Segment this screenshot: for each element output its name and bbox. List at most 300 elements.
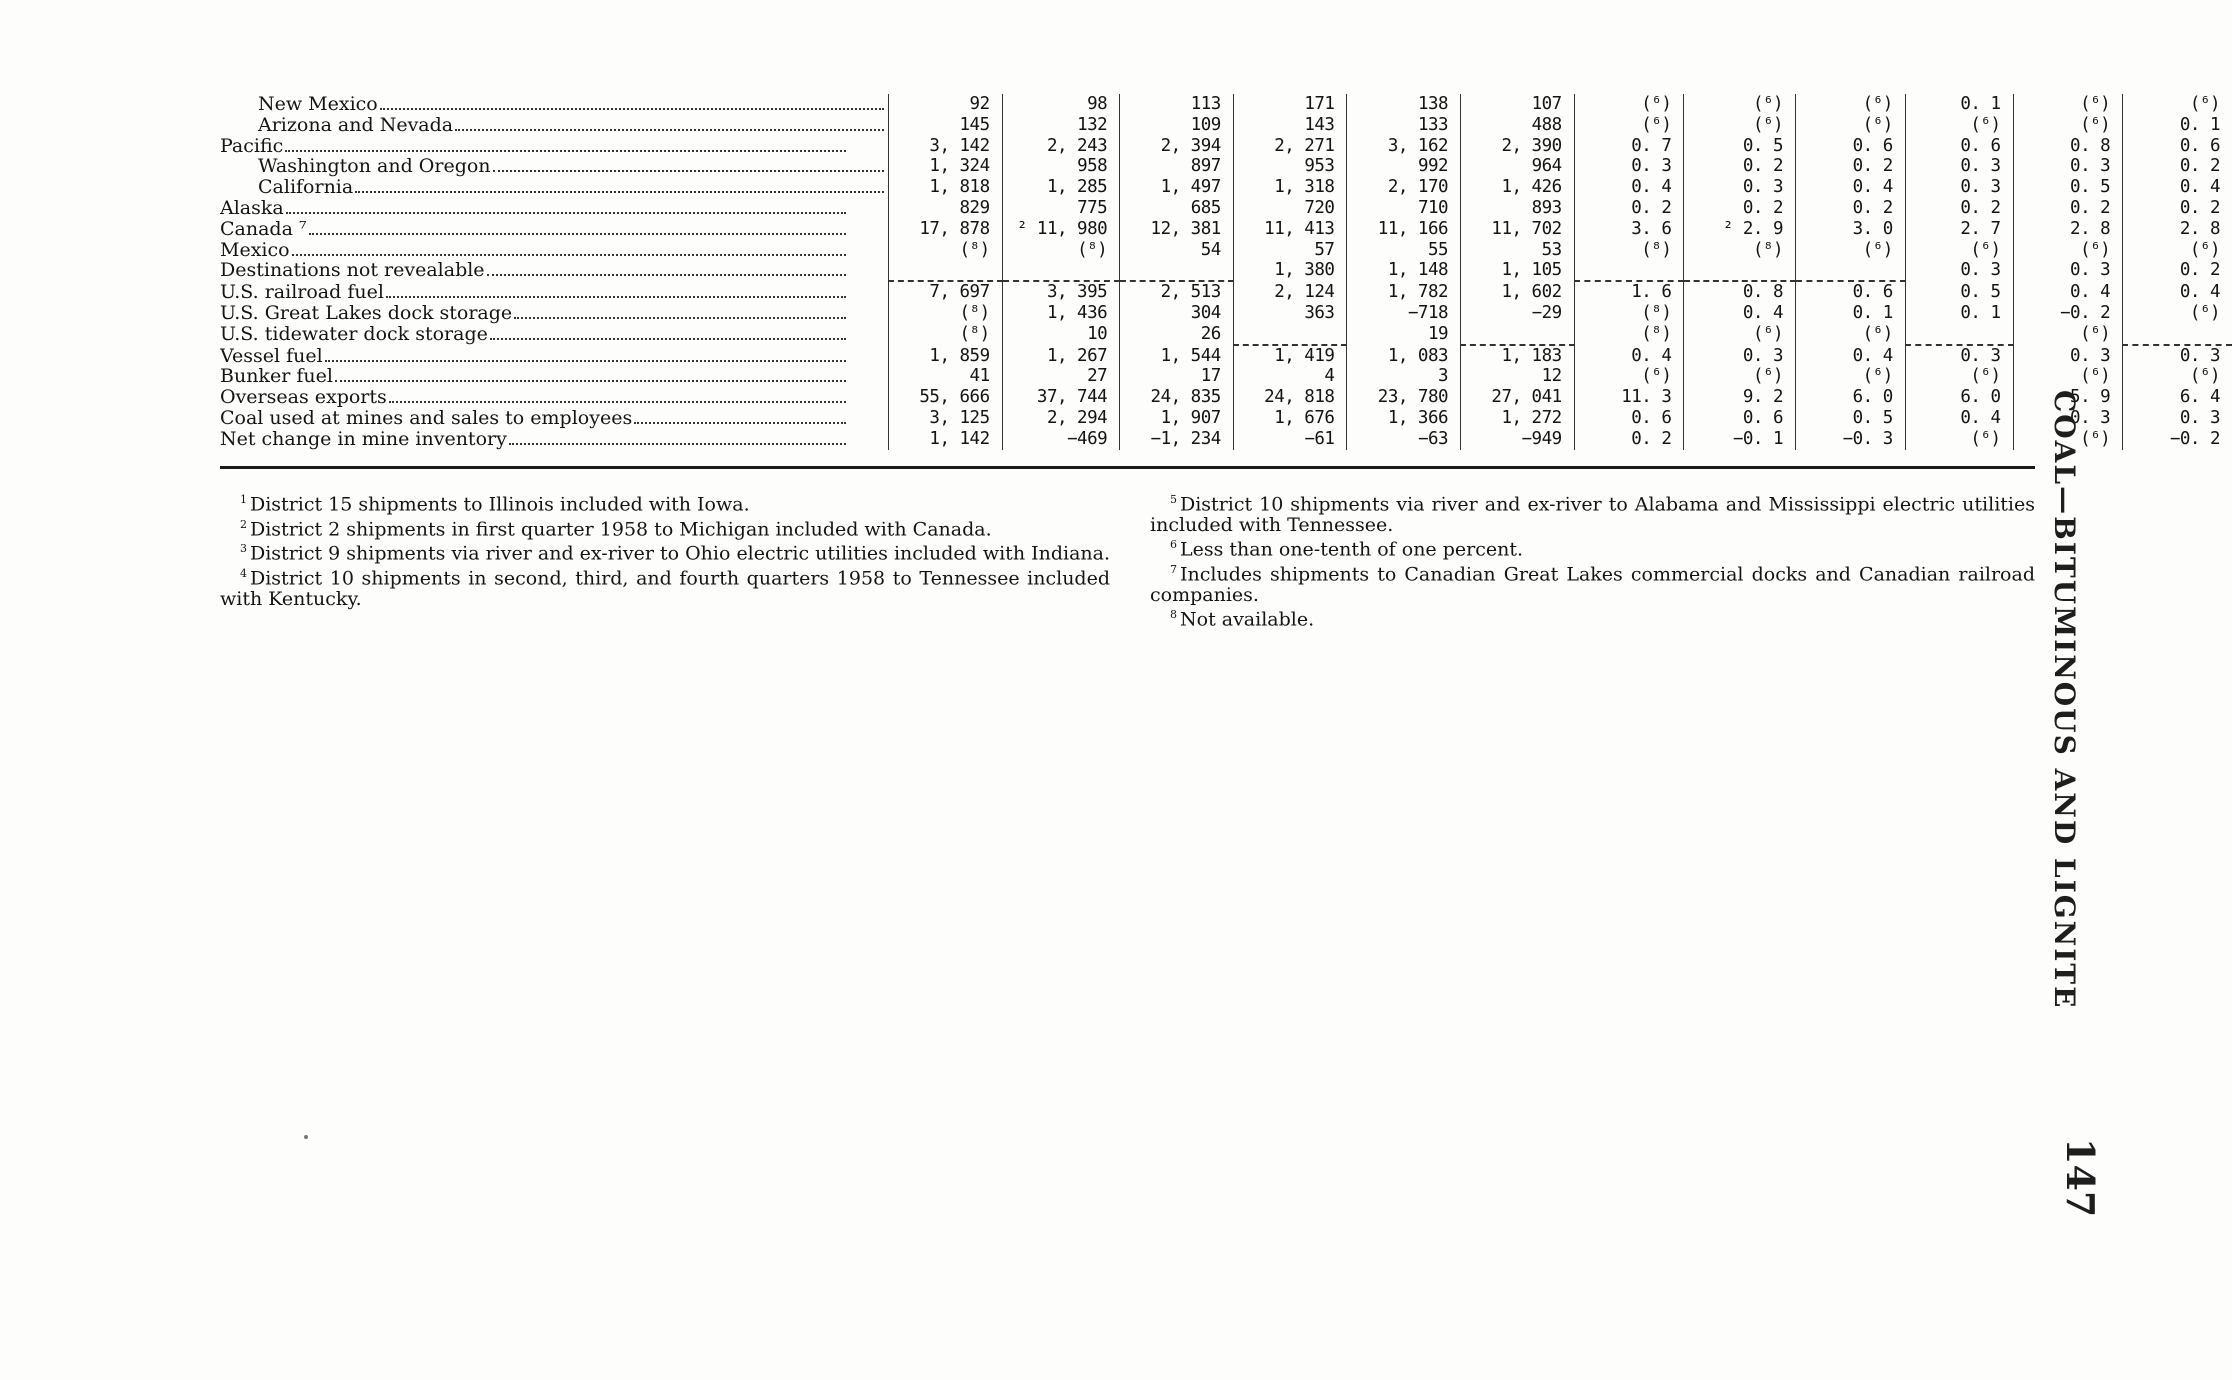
- table-cell: 2, 271: [1233, 136, 1347, 157]
- table-cell: 964: [1461, 156, 1575, 177]
- dot-leader: [455, 129, 884, 131]
- table-cell: 1, 105: [1461, 260, 1575, 281]
- footnote-text: Not available.: [1180, 608, 1315, 631]
- dot-leader: [285, 150, 846, 152]
- row-label: Net change in mine inventory: [220, 428, 507, 450]
- table-cell: 0. 6: [1905, 136, 2013, 157]
- table-cell: 1, 907: [1120, 408, 1234, 429]
- dot-leader: [493, 170, 884, 172]
- footnote: [220, 515, 1110, 540]
- table-row: [220, 177, 2232, 198]
- table-cell: 1, 602: [1461, 281, 1575, 303]
- table-cell: 27: [1002, 366, 1120, 387]
- table-cell: 0. 6: [1796, 281, 1906, 303]
- table-cell: 11, 166: [1347, 219, 1461, 240]
- table-cell: (⁶): [2013, 94, 2123, 115]
- table-cell: 2, 390: [1461, 136, 1575, 157]
- footnote-text: District 9 shipments via river and ex-river to Ohio electric utilities included with Indiana.: [250, 542, 1111, 565]
- table-cell: (⁶): [1684, 324, 1796, 345]
- row-label-cell: [220, 156, 889, 177]
- table-cell: (⁶): [2013, 115, 2123, 136]
- table-cell: 0. 2: [1796, 156, 1906, 177]
- table-cell: 2, 294: [1002, 408, 1120, 429]
- table-cell: 0. 3: [2013, 408, 2123, 429]
- row-label-cell: [220, 387, 889, 408]
- table-cell: 893: [1461, 198, 1575, 219]
- table-cell: 0. 2: [1684, 156, 1796, 177]
- footnote-mark: 1: [240, 493, 247, 506]
- row-label: Vessel fuel: [220, 345, 323, 367]
- dot-leader: [514, 317, 846, 319]
- table-cell: 2, 170: [1347, 177, 1461, 198]
- table-cell: 24, 818: [1233, 387, 1347, 408]
- table-cell: (⁶): [2013, 240, 2123, 261]
- footnote: [1150, 560, 2035, 605]
- footnote-text: District 10 shipments via river and ex-river to Alabama and Mississippi electric utilities included with Tennessee.: [1150, 493, 2035, 536]
- table-cell: −0. 1: [1684, 429, 1796, 450]
- table-row: [220, 156, 2232, 177]
- table-cell: 145: [889, 115, 1003, 136]
- table-cell: 107: [1461, 94, 1575, 115]
- table-cell: (⁶): [1796, 115, 1906, 136]
- footnote: [220, 490, 1110, 515]
- table-cell: 133: [1347, 115, 1461, 136]
- table-cell: −0. 2: [2013, 303, 2123, 324]
- table-cell: 12: [1461, 366, 1575, 387]
- table-cell: 0. 3: [2013, 156, 2123, 177]
- footnotes-left-column: [220, 490, 1110, 609]
- table-cell: (⁶): [1905, 240, 2013, 261]
- table-cell: 53: [1461, 240, 1575, 261]
- table-cell: −0. 2: [2123, 429, 2232, 450]
- table-cell: 0. 4: [1574, 177, 1684, 198]
- dot-leader: [389, 401, 846, 403]
- footnote-text: District 15 shipments to Illinois included with Iowa.: [250, 493, 750, 516]
- table-cell: 2, 513: [1120, 281, 1234, 303]
- table-cell: (⁶): [1905, 429, 2013, 450]
- table-row: [220, 408, 2232, 429]
- table-cell: 10: [1002, 324, 1120, 345]
- dot-leader: [380, 108, 884, 110]
- footnote-mark: 2: [240, 517, 247, 531]
- footnote: [220, 539, 1110, 564]
- table-cell: [1120, 260, 1234, 281]
- table-cell: 6. 0: [1905, 387, 2013, 408]
- table-cell: 0. 5: [2013, 177, 2123, 198]
- table-cell: 26: [1120, 324, 1234, 345]
- row-label: Mexico: [220, 239, 290, 261]
- table-cell: 0. 3: [1905, 156, 2013, 177]
- table-cell: −0. 3: [1796, 429, 1906, 450]
- table-cell: 3, 142: [889, 136, 1003, 157]
- table-cell: 953: [1233, 156, 1347, 177]
- table-cell: 2. 8: [2123, 219, 2232, 240]
- row-label: Arizona and Nevada: [258, 114, 454, 136]
- table-cell: (⁶): [2123, 366, 2232, 387]
- table-cell: [1796, 260, 1906, 281]
- table-cell: 17: [1120, 366, 1234, 387]
- table-cell: 0. 2: [2013, 198, 2123, 219]
- table-cell: 1, 859: [889, 345, 1003, 367]
- footnote-text: District 10 shipments in second, third, and fourth quarters 1958 to Tennessee included with Kentucky.: [220, 567, 1110, 610]
- row-label-cell: [220, 281, 889, 303]
- footnote: [1150, 490, 2035, 535]
- table-cell: 1, 267: [1002, 345, 1120, 367]
- dot-leader: [309, 233, 846, 235]
- table-cell: ² 11, 980: [1002, 219, 1120, 240]
- table-cell: 55, 666: [889, 387, 1003, 408]
- table-cell: (⁸): [1684, 240, 1796, 261]
- table-cell: 685: [1120, 198, 1234, 219]
- table-cell: 92: [889, 94, 1003, 115]
- table-row: [220, 303, 2232, 324]
- table-cell: 0. 6: [1796, 136, 1906, 157]
- table-cell: (⁸): [889, 240, 1003, 261]
- table-cell: 1, 419: [1233, 345, 1347, 367]
- dot-leader: [509, 443, 846, 445]
- table-cell: 0. 6: [2123, 136, 2232, 157]
- table-cell: [1684, 260, 1796, 281]
- table-cell: (⁶): [1905, 366, 2013, 387]
- dot-leader: [335, 380, 846, 382]
- row-label-cell: [220, 303, 889, 324]
- table-cell: 0. 3: [2013, 260, 2123, 281]
- table-cell: 958: [1002, 156, 1120, 177]
- table-cell: 1, 426: [1461, 177, 1575, 198]
- table-cell: 829: [889, 198, 1003, 219]
- table-cell: 24, 835: [1120, 387, 1234, 408]
- footnote-mark: 5: [1170, 493, 1177, 506]
- table-cell: (⁶): [2123, 240, 2232, 261]
- table-row: [220, 240, 2232, 261]
- table-cell: 2, 394: [1120, 136, 1234, 157]
- table-cell: 0. 5: [1684, 136, 1796, 157]
- footnote-text: Includes shipments to Canadian Great Lakes commercial docks and Canadian railroad companies.: [1150, 563, 2035, 606]
- row-label-cell: [220, 219, 889, 240]
- footnote-text: Less than one-tenth of one percent.: [1180, 538, 1524, 561]
- table-body: [220, 94, 2232, 450]
- table-cell: 0. 1: [2123, 115, 2232, 136]
- dot-leader: [355, 191, 884, 193]
- table-cell: [1905, 324, 2013, 345]
- table-cell: (⁶): [2013, 366, 2123, 387]
- table-cell: −61: [1233, 429, 1347, 450]
- table-cell: 23, 780: [1347, 387, 1461, 408]
- table-cell: (⁶): [1574, 115, 1684, 136]
- table-cell: [1461, 324, 1575, 345]
- row-label-cell: [220, 345, 889, 367]
- table-cell: 0. 6: [1684, 408, 1796, 429]
- row-label-cell: [220, 260, 889, 281]
- table-cell: (⁶): [1796, 324, 1906, 345]
- table-cell: 0. 2: [1796, 198, 1906, 219]
- table-cell: 0. 1: [1905, 94, 2013, 115]
- table-row: [220, 136, 2232, 157]
- table-cell: 3, 395: [1002, 281, 1120, 303]
- table-cell: 1, 497: [1120, 177, 1234, 198]
- table-cell: 57: [1233, 240, 1347, 261]
- table-cell: 1, 324: [889, 156, 1003, 177]
- row-label-cell: [220, 94, 889, 115]
- table-cell: (⁸): [889, 303, 1003, 324]
- table-cell: 2, 124: [1233, 281, 1347, 303]
- table-cell: 1, 380: [1233, 260, 1347, 281]
- row-label: California: [258, 177, 354, 198]
- table-cell: 0. 8: [1684, 281, 1796, 303]
- table-cell: 4: [1233, 366, 1347, 387]
- row-label-cell: [220, 240, 889, 261]
- table-cell: 138: [1347, 94, 1461, 115]
- table-cell: 113: [1120, 94, 1234, 115]
- row-label-cell: [220, 115, 889, 136]
- footnote-mark: 4: [240, 567, 247, 581]
- table-cell: −469: [1002, 429, 1120, 450]
- row-label: New Mexico: [258, 94, 378, 115]
- table-cell: 6. 4: [2123, 387, 2232, 408]
- table-cell: 3. 6: [1574, 219, 1684, 240]
- table-cell: 0. 4: [1905, 408, 2013, 429]
- table-cell: 19: [1347, 324, 1461, 345]
- table-cell: 0. 3: [1684, 177, 1796, 198]
- table-cell: 171: [1233, 94, 1347, 115]
- footnotes-right-column: [1150, 490, 2035, 630]
- table-cell: 0. 2: [1684, 198, 1796, 219]
- table-cell: 0. 3: [1905, 345, 2013, 367]
- table-cell: 3: [1347, 366, 1461, 387]
- table-cell: −718: [1347, 303, 1461, 324]
- row-label-cell: [220, 429, 889, 450]
- table-cell: 1, 366: [1347, 408, 1461, 429]
- footnote-mark: 6: [1170, 538, 1177, 552]
- table-row: [220, 281, 2232, 303]
- table-cell: 55: [1347, 240, 1461, 261]
- table-cell: 0. 5: [1796, 408, 1906, 429]
- table-cell: 775: [1002, 198, 1120, 219]
- table-cell: 0. 1: [1905, 303, 2013, 324]
- table-cell: 3, 162: [1347, 136, 1461, 157]
- row-label: Alaska: [220, 197, 284, 219]
- table-cell: (⁶): [2013, 324, 2123, 345]
- row-label: Washington and Oregon: [258, 156, 491, 178]
- table-cell: (⁸): [1574, 240, 1684, 261]
- print-speck: [304, 1135, 308, 1139]
- table-cell: 0. 3: [1684, 345, 1796, 367]
- table-cell: (⁶): [2123, 94, 2232, 115]
- table-cell: 0. 5: [1905, 281, 2013, 303]
- table-cell: [1233, 324, 1347, 345]
- table-cell: (⁶): [1684, 115, 1796, 136]
- table-cell: 488: [1461, 115, 1575, 136]
- table-cell: (⁸): [1574, 324, 1684, 345]
- table-row: [220, 198, 2232, 219]
- table-cell: 0. 4: [1796, 345, 1906, 367]
- distribution-table: [220, 94, 2232, 450]
- dot-leader: [634, 422, 846, 424]
- table-cell: −949: [1461, 429, 1575, 450]
- footnote: [1150, 535, 2035, 560]
- row-label-cell: [220, 324, 889, 345]
- row-label-cell: [220, 366, 889, 387]
- table-cell: 7, 697: [889, 281, 1003, 303]
- running-head: COAL—BITUMINOUS AND LIGNITE: [2048, 390, 2081, 1010]
- table-cell: 17, 878: [889, 219, 1003, 240]
- table-cell: 54: [1120, 240, 1234, 261]
- table-row: [220, 387, 2232, 408]
- table-cell: 0. 4: [1796, 177, 1906, 198]
- table-cell: (⁶): [1796, 240, 1906, 261]
- table-cell: [889, 260, 1003, 281]
- table-cell: 1. 6: [1574, 281, 1684, 303]
- table-cell: 0. 2: [2123, 198, 2232, 219]
- row-label: Pacific: [220, 135, 284, 157]
- table-cell: 1, 676: [1233, 408, 1347, 429]
- table-cell: 0. 2: [1905, 198, 2013, 219]
- table-cell: 0. 4: [1684, 303, 1796, 324]
- row-label: U.S. Great Lakes dock storage: [220, 302, 513, 324]
- table-cell: 6. 0: [1796, 387, 1906, 408]
- table-cell: 3. 0: [1796, 219, 1906, 240]
- table-cell: 41: [889, 366, 1003, 387]
- table-cell: 363: [1233, 303, 1347, 324]
- table-cell: 2. 7: [1905, 219, 2013, 240]
- table-cell: (⁸): [1002, 240, 1120, 261]
- table-cell: 0. 2: [2123, 260, 2232, 281]
- table-row: [220, 345, 2232, 367]
- table-cell: 1, 318: [1233, 177, 1347, 198]
- table-cell: 0. 4: [1574, 345, 1684, 367]
- table-cell: [2123, 324, 2232, 345]
- footnote-mark: 3: [240, 542, 247, 556]
- table-cell: 27, 041: [1461, 387, 1575, 408]
- table-cell: 0. 3: [2013, 345, 2123, 367]
- table-cell: −29: [1461, 303, 1575, 324]
- table-cell: 11, 702: [1461, 219, 1575, 240]
- table-cell: 132: [1002, 115, 1120, 136]
- table-cell: 1, 148: [1347, 260, 1461, 281]
- table-cell: 304: [1120, 303, 1234, 324]
- table-cell: 9. 2: [1684, 387, 1796, 408]
- table-cell: 1, 142: [889, 429, 1003, 450]
- table-row: [220, 219, 2232, 240]
- table-cell: (⁶): [1796, 94, 1906, 115]
- table-row: [220, 115, 2232, 136]
- table-cell: 992: [1347, 156, 1461, 177]
- row-label-cell: [220, 198, 889, 219]
- table-cell: 0. 4: [2013, 281, 2123, 303]
- table-cell: (⁸): [1574, 303, 1684, 324]
- table-cell: 1, 544: [1120, 345, 1234, 367]
- table-cell: 1, 272: [1461, 408, 1575, 429]
- table-cell: 0. 7: [1574, 136, 1684, 157]
- table-cell: 1, 083: [1347, 345, 1461, 367]
- table-cell: 5. 9: [2013, 387, 2123, 408]
- page-number: 147: [2058, 1138, 2103, 1218]
- row-label: Canada ⁷: [220, 218, 307, 240]
- dot-leader: [490, 338, 846, 340]
- table-row: [220, 366, 2232, 387]
- table-cell: [1574, 260, 1684, 281]
- table-cell: 1, 782: [1347, 281, 1461, 303]
- table-cell: 0. 3: [1905, 260, 2013, 281]
- table-cell: 2. 8: [2013, 219, 2123, 240]
- footnote-text: District 2 shipments in first quarter 1958 to Michigan included with Canada.: [250, 518, 992, 541]
- table-cell: 0. 2: [2123, 156, 2232, 177]
- table-cell: 12, 381: [1120, 219, 1234, 240]
- footnote: [1150, 605, 2035, 630]
- row-label-cell: [220, 408, 889, 429]
- table-row: [220, 94, 2232, 115]
- table-cell: [1002, 260, 1120, 281]
- table-cell: −63: [1347, 429, 1461, 450]
- table-cell: 0. 2: [1574, 429, 1684, 450]
- table-cell: (⁶): [1574, 366, 1684, 387]
- row-label: U.S. railroad fuel: [220, 282, 384, 303]
- table-cell: 0. 8: [2013, 136, 2123, 157]
- table-row: [220, 260, 2232, 281]
- table-cell: 0. 3: [2123, 345, 2232, 367]
- table-cell: 143: [1233, 115, 1347, 136]
- table-cell: (⁶): [1574, 94, 1684, 115]
- table-cell: 98: [1002, 94, 1120, 115]
- table-cell: 720: [1233, 198, 1347, 219]
- footnote-mark: 7: [1170, 562, 1177, 576]
- footnote-mark: 8: [1170, 608, 1177, 622]
- table-cell: 3, 125: [889, 408, 1003, 429]
- row-label: U.S. tidewater dock storage: [220, 323, 488, 345]
- table-cell: 0. 2: [1574, 198, 1684, 219]
- table-cell: 109: [1120, 115, 1234, 136]
- row-label: Coal used at mines and sales to employees: [220, 407, 633, 429]
- table-cell: 0. 3: [1574, 156, 1684, 177]
- table-row: [220, 324, 2232, 345]
- table-cell: (⁶): [2013, 429, 2123, 450]
- table-cell: 0. 3: [2123, 408, 2232, 429]
- dot-leader: [325, 360, 846, 362]
- table-cell: (⁶): [1796, 366, 1906, 387]
- row-label-cell: [220, 136, 889, 157]
- table-cell: 0. 4: [2123, 281, 2232, 303]
- row-label: Bunker fuel: [220, 366, 333, 388]
- table-cell: 37, 744: [1002, 387, 1120, 408]
- table-cell: 11. 3: [1574, 387, 1684, 408]
- dot-leader: [487, 274, 846, 276]
- dot-leader: [386, 296, 846, 298]
- table-cell: 1, 818: [889, 177, 1003, 198]
- table-cell: 0. 1: [1796, 303, 1906, 324]
- dot-leader: [286, 212, 846, 214]
- table-cell: 0. 6: [1574, 408, 1684, 429]
- row-label: Destinations not revealable: [220, 260, 485, 282]
- table-cell: 897: [1120, 156, 1234, 177]
- table-cell: (⁶): [1684, 366, 1796, 387]
- table-cell: 710: [1347, 198, 1461, 219]
- table-cell: (⁶): [1684, 94, 1796, 115]
- table-row: [220, 429, 2232, 450]
- table-cell: 1, 285: [1002, 177, 1120, 198]
- table-cell: 1, 436: [1002, 303, 1120, 324]
- table-cell: (⁶): [1905, 115, 2013, 136]
- table-cell: (⁸): [889, 324, 1003, 345]
- dot-leader: [292, 254, 846, 256]
- row-label: Overseas exports: [220, 387, 387, 408]
- table-cell: 1, 183: [1461, 345, 1575, 367]
- footnote: [220, 564, 1110, 609]
- table-cell: 0. 3: [1905, 177, 2013, 198]
- table-cell: (⁶): [2123, 303, 2232, 324]
- table-cell: −1, 234: [1120, 429, 1234, 450]
- table-cell: 2, 243: [1002, 136, 1120, 157]
- table-cell: 0. 4: [2123, 177, 2232, 198]
